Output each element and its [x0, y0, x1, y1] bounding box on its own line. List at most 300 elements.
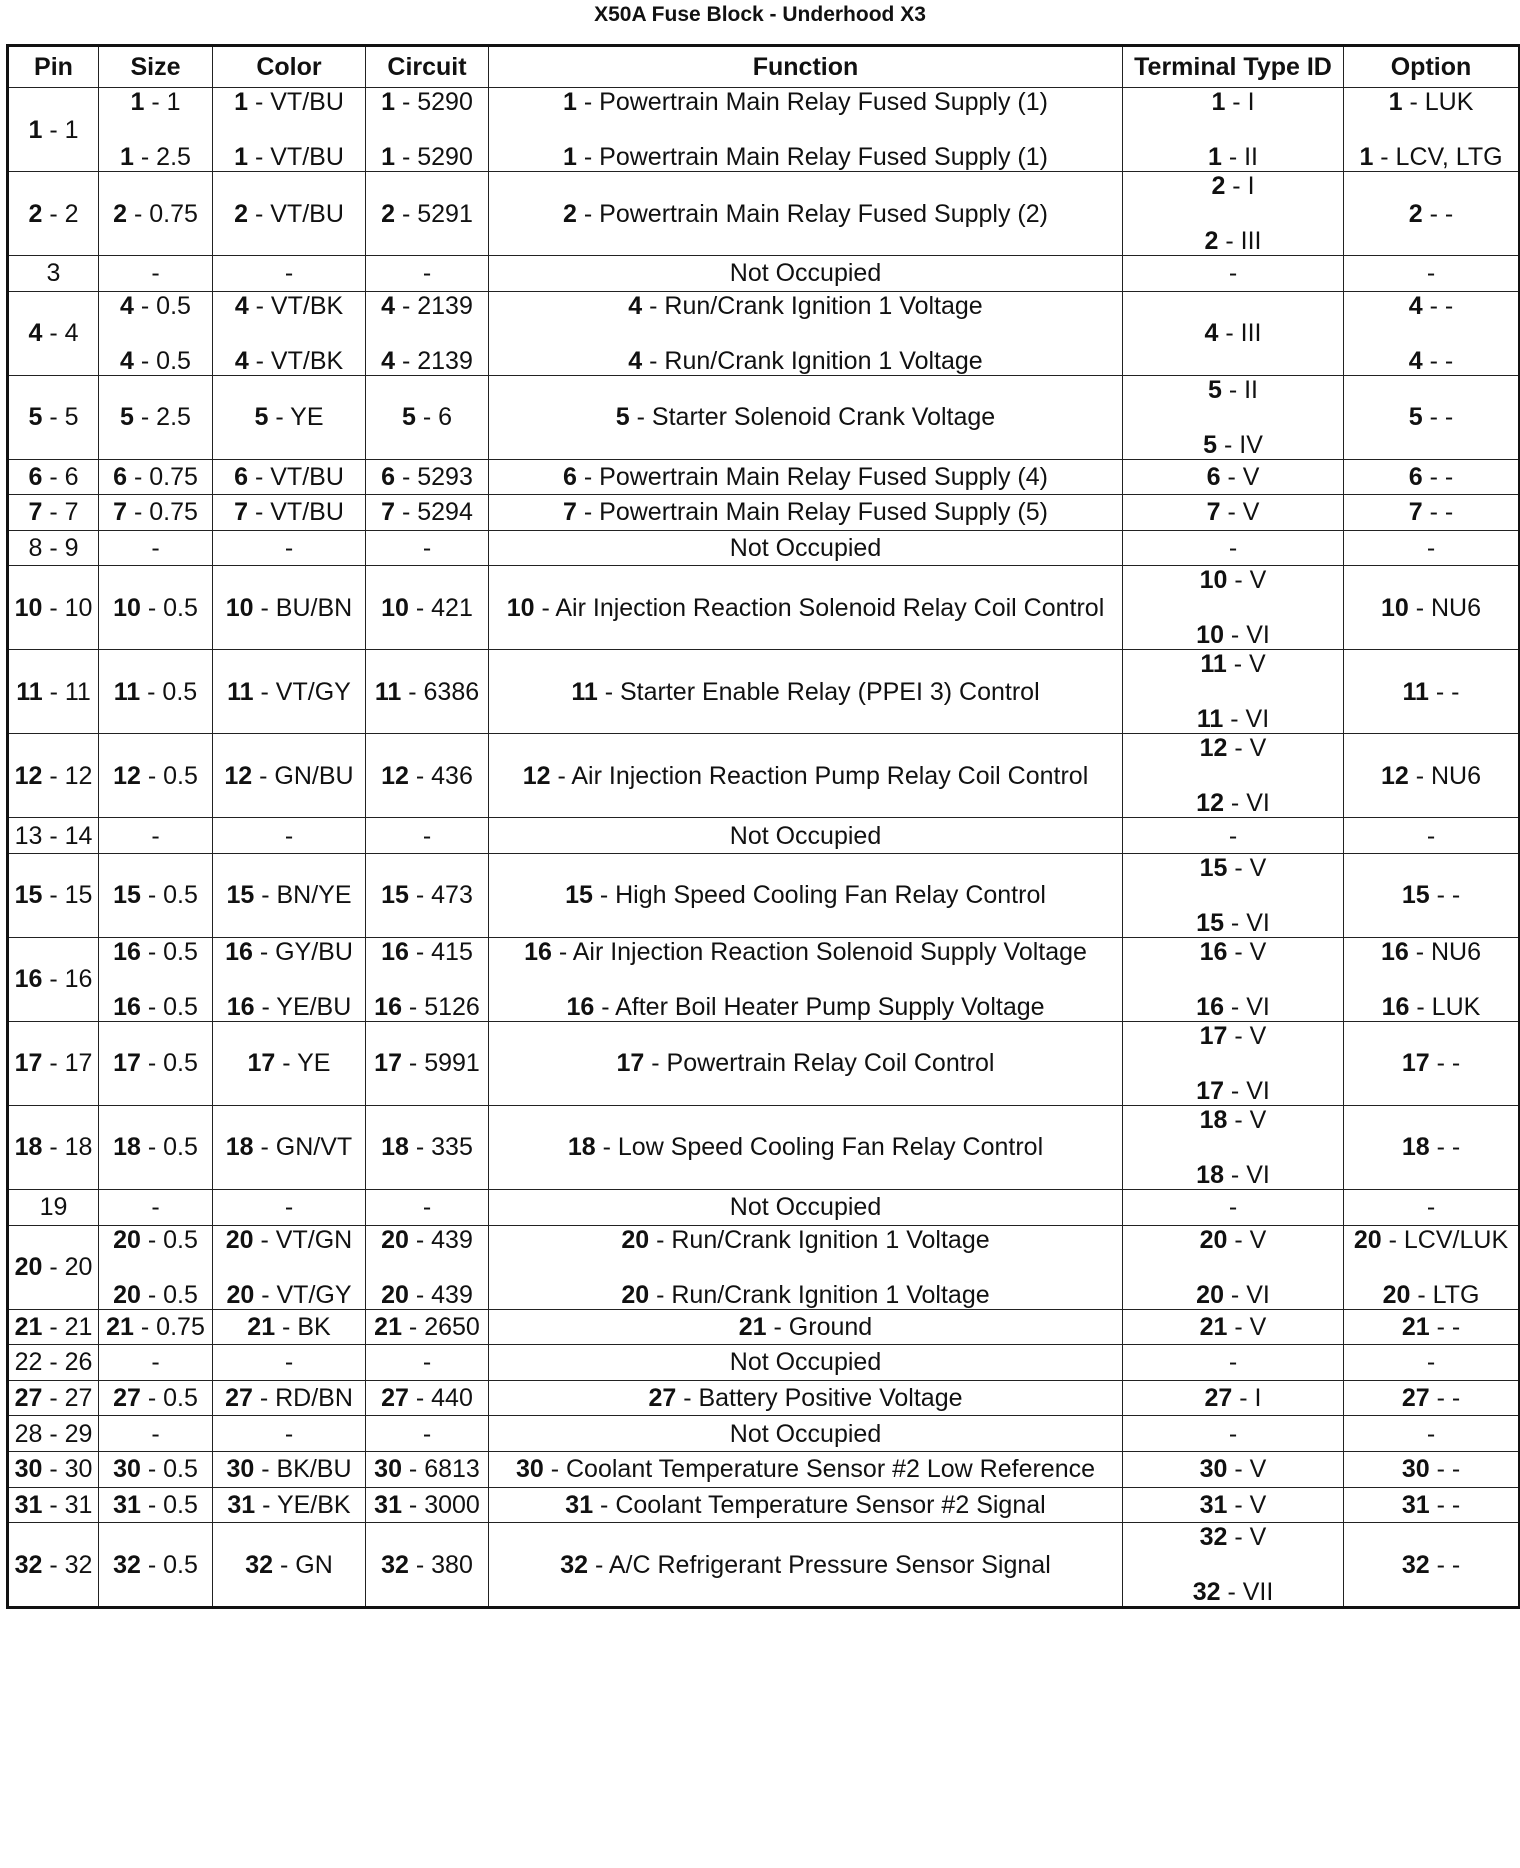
cell-color	[213, 375, 366, 459]
cell-line	[101, 403, 210, 431]
cell-line-index: 4	[234, 291, 249, 320]
cell-line-index: 6	[1206, 462, 1221, 491]
cell-line-index: 20	[621, 1280, 650, 1309]
cell-line-text: - Air Injection Reaction Pump Relay Coil Control	[550, 761, 1089, 790]
cell-line-text: - VT/BU	[248, 143, 344, 171]
cell-line-text: - Air Injection Reaction Solenoid Supply Voltage	[551, 937, 1087, 966]
cell-line-text: 19	[39, 1193, 68, 1222]
cell-circuit	[366, 1380, 489, 1416]
cell-pin	[8, 1225, 99, 1309]
cell-line-text: - 5	[42, 403, 79, 432]
cell-line-text: - 5290	[395, 143, 473, 171]
cell-line-text: - After Boil Heater Pump Supply Voltage	[594, 992, 1045, 1021]
cell-line-text: - VT/GY	[254, 1280, 352, 1309]
cell-line-index: 21	[738, 1312, 767, 1341]
cell-line-index: 12	[522, 761, 551, 790]
cell-line	[11, 594, 96, 622]
cell-line-text: - 11	[42, 677, 91, 706]
cell-line-index: 12	[1199, 734, 1228, 763]
cell-line-text: - GN/VT	[253, 1133, 353, 1162]
cell-line-text: -	[1426, 1348, 1436, 1377]
cell-line-text: - Battery Positive Voltage	[676, 1384, 963, 1413]
cell-line-text: - VT/BU	[248, 462, 344, 491]
cell-color	[213, 818, 366, 854]
cell-line	[11, 116, 96, 144]
cell-line-text: - 1	[144, 88, 181, 116]
cell-size	[99, 495, 213, 531]
cell-line-index: 15	[1401, 881, 1430, 910]
cell-line-index: 20	[381, 1280, 409, 1309]
cell-line-index: 11	[571, 677, 598, 706]
cell-line	[1125, 854, 1341, 882]
cell-line-text: - 0.5	[140, 1550, 198, 1579]
cell-size	[99, 1021, 213, 1105]
cell-option	[1344, 818, 1520, 854]
cell-line-index: 16	[113, 992, 141, 1021]
cell-line	[368, 1049, 486, 1077]
cell-line-text: - V	[1227, 1490, 1267, 1519]
cell-terminal	[1123, 1105, 1344, 1189]
cell-line-index: 31	[113, 1490, 141, 1519]
cell-line	[368, 143, 486, 171]
cell-pin	[8, 172, 99, 256]
cell-line	[1125, 1161, 1341, 1189]
table-row	[8, 1487, 1520, 1523]
cell-line-text: -	[151, 534, 160, 563]
cell-line-text: - -	[1422, 346, 1454, 375]
cell-line-text: - Run/Crank Ignition 1 Voltage	[649, 1225, 990, 1254]
cell-line-text: -	[422, 1348, 432, 1377]
cell-pin	[8, 1189, 99, 1225]
cell-pin	[8, 1380, 99, 1416]
cell-line	[11, 1049, 96, 1077]
cell-size	[99, 1380, 213, 1416]
cell-circuit	[366, 1451, 489, 1487]
cell-size	[99, 937, 213, 1021]
cell-line-text: Not Occupied	[729, 1348, 882, 1377]
cell-line-index: 21	[14, 1312, 43, 1341]
cell-line	[11, 498, 96, 526]
cell-color	[213, 256, 366, 292]
cell-line	[215, 938, 363, 966]
cell-circuit	[366, 1309, 489, 1345]
table-row	[8, 1523, 1520, 1608]
cell-option	[1344, 530, 1520, 566]
cell-line-index: 15	[226, 881, 255, 910]
cell-line-text: - GN/BU	[252, 761, 354, 790]
cell-line-index: 1	[1388, 88, 1403, 116]
cell-line-index: 6	[563, 462, 577, 491]
cell-line-text: - -	[1429, 881, 1461, 910]
cell-line-text: - 436	[408, 761, 473, 790]
cell-line-text: -	[1228, 1193, 1238, 1222]
cell-line-text: - 5293	[395, 462, 473, 491]
cell-color	[213, 734, 366, 818]
cell-line-text: - V	[1227, 566, 1267, 595]
cell-pin	[8, 566, 99, 650]
cell-line	[11, 1313, 96, 1341]
cell-line-text: - BK	[275, 1312, 331, 1341]
cell-line	[491, 881, 1120, 909]
cell-line	[1125, 705, 1341, 733]
table-row	[8, 1105, 1520, 1189]
table-row	[8, 1021, 1520, 1105]
cell-line	[1125, 1077, 1341, 1105]
cell-line	[101, 1551, 210, 1579]
cell-line-text: -	[1228, 821, 1238, 850]
cell-line-text: -	[284, 821, 294, 850]
cell-line-index: 12	[113, 761, 141, 790]
cell-color	[213, 1487, 366, 1523]
cell-pin	[8, 937, 99, 1021]
cell-line	[491, 1455, 1120, 1483]
cell-function	[489, 172, 1123, 256]
cell-line-index: 12	[1380, 761, 1409, 790]
cell-line-index: 2	[1204, 227, 1219, 255]
cell-line-index: 4	[1204, 319, 1219, 348]
cell-color	[213, 291, 366, 375]
cell-line-text: - Coolant Temperature Sensor #2 Signal	[593, 1490, 1046, 1519]
cell-line-text: - 5290	[395, 88, 473, 116]
cell-line-index: 30	[1199, 1455, 1228, 1484]
cell-line	[1125, 319, 1341, 347]
cell-line-text: Not Occupied	[729, 821, 882, 850]
cell-line-index: 27	[1204, 1384, 1233, 1413]
cell-line-text: - RD/BN	[252, 1384, 353, 1413]
cell-line-text: - VI	[1223, 908, 1270, 937]
cell-function	[489, 1105, 1123, 1189]
cell-line	[215, 200, 363, 228]
cell-line-text: - -	[1429, 1049, 1461, 1078]
cell-line-text: - 0.5	[133, 291, 191, 320]
table-row	[8, 937, 1520, 1021]
pinout-table	[6, 44, 1520, 1609]
cell-line-text: - 5991	[401, 1049, 480, 1078]
cell-line-index: 31	[374, 1490, 402, 1519]
table-row	[8, 459, 1520, 495]
cell-line-text: - Powertrain Main Relay Fused Supply (4)	[576, 462, 1048, 491]
cell-line-index: 2	[381, 199, 396, 228]
cell-line-text: - VT/BK	[248, 291, 344, 320]
cell-line-text: - III	[1218, 319, 1262, 348]
cell-line-index: 15	[1199, 853, 1228, 882]
cell-line-text: - VT/BU	[248, 199, 344, 228]
cell-line	[368, 678, 486, 706]
cell-line-text: - 380	[408, 1550, 473, 1579]
cell-line-text: - V	[1220, 498, 1260, 527]
table-row	[8, 818, 1520, 854]
cell-line-text: - LUK	[1402, 88, 1474, 116]
cell-option	[1344, 459, 1520, 495]
cell-line-text: - 2.5	[133, 403, 191, 432]
cell-line	[1125, 909, 1341, 937]
cell-size	[99, 1105, 213, 1189]
cell-line-text: - -	[1422, 498, 1454, 527]
cell-size	[99, 566, 213, 650]
cell-terminal	[1123, 1416, 1344, 1452]
cell-line	[1346, 143, 1516, 171]
cell-line	[101, 1193, 210, 1221]
cell-circuit	[366, 734, 489, 818]
cell-line-text: - V	[1227, 1523, 1267, 1552]
cell-line-index: 10	[381, 593, 409, 622]
cell-line-index: 1	[130, 88, 145, 116]
cell-line	[215, 1133, 363, 1161]
cell-line-index: 11	[16, 677, 43, 706]
cell-line-index: 15	[14, 881, 43, 910]
cell-line-index: 1	[234, 143, 249, 171]
cell-line-text: - V	[1227, 1105, 1267, 1134]
cell-circuit	[366, 291, 489, 375]
cell-line-index: 27	[1401, 1384, 1430, 1413]
cell-pin	[8, 1309, 99, 1345]
cell-line-text: - 0.5	[140, 1133, 198, 1162]
cell-function	[489, 1451, 1123, 1487]
cell-color	[213, 88, 366, 172]
cell-function	[489, 818, 1123, 854]
cell-color	[213, 459, 366, 495]
cell-function	[489, 375, 1123, 459]
cell-line	[368, 463, 486, 491]
cell-line-text: - V	[1220, 462, 1260, 491]
cell-line	[215, 88, 363, 116]
cell-line-text: - 421	[408, 593, 473, 622]
cell-line	[11, 762, 96, 790]
cell-line	[1125, 734, 1341, 762]
cell-line-index: 4	[628, 346, 643, 375]
cell-line-text: - VT/BU	[248, 498, 344, 527]
cell-line-index: 21	[1401, 1312, 1430, 1341]
cell-line	[11, 965, 96, 993]
cell-function	[489, 937, 1123, 1021]
header-color: Color	[213, 46, 366, 88]
cell-line-index: 2	[234, 199, 249, 228]
cell-function	[489, 734, 1123, 818]
cell-line-index: 1	[563, 143, 577, 171]
cell-line-index: 16	[226, 992, 255, 1021]
cell-line	[1125, 789, 1341, 817]
cell-line-text: - 18	[42, 1133, 93, 1162]
cell-line-index: 27	[648, 1384, 677, 1413]
cell-line	[101, 938, 210, 966]
cell-line	[491, 259, 1120, 287]
cell-function	[489, 1345, 1123, 1381]
cell-line	[101, 1348, 210, 1376]
cell-color	[213, 1021, 366, 1105]
cell-line-text: - 27	[42, 1384, 93, 1413]
cell-size	[99, 375, 213, 459]
cell-color	[213, 566, 366, 650]
cell-line-index: 27	[14, 1384, 43, 1413]
cell-line	[215, 1455, 363, 1483]
cell-line-index: 31	[14, 1490, 43, 1519]
cell-line	[1125, 1193, 1341, 1221]
cell-line	[11, 319, 96, 347]
cell-line	[215, 1193, 363, 1221]
cell-line-text: -	[151, 259, 160, 288]
cell-line-index: 5	[254, 403, 269, 432]
cell-color	[213, 172, 366, 256]
cell-line	[101, 1226, 210, 1254]
cell-line-index: 30	[113, 1455, 141, 1484]
cell-line-text: - -	[1422, 291, 1454, 320]
cell-pin	[8, 734, 99, 818]
cell-line-index: 1	[381, 88, 396, 116]
cell-line	[368, 1455, 486, 1483]
cell-line	[1125, 1348, 1341, 1376]
cell-line-text: - 17	[42, 1049, 93, 1078]
cell-option	[1344, 1345, 1520, 1381]
cell-line-text: -	[1228, 259, 1238, 288]
cell-line-index: 12	[381, 761, 409, 790]
cell-option	[1344, 1487, 1520, 1523]
cell-line	[1346, 594, 1516, 622]
cell-line	[215, 403, 363, 431]
cell-size	[99, 1523, 213, 1608]
cell-line	[11, 1193, 96, 1221]
cell-line-text: - 2139	[395, 291, 473, 320]
cell-line-text: - VI	[1223, 789, 1270, 818]
cell-line	[1125, 498, 1341, 526]
cell-function	[489, 495, 1123, 531]
cell-line	[215, 1551, 363, 1579]
cell-line-index: 31	[1199, 1490, 1228, 1519]
header-circuit: Circuit	[366, 46, 489, 88]
table-title: X50A Fuse Block - Underhood X3	[594, 3, 926, 26]
cell-line	[215, 762, 363, 790]
cell-line-text: -	[1228, 1419, 1238, 1448]
cell-line	[1346, 534, 1516, 562]
cell-line-text: - 2650	[401, 1312, 480, 1341]
cell-line-text: 22 - 26	[14, 1348, 93, 1377]
cell-line	[1346, 1133, 1516, 1161]
cell-line-index: 6	[28, 462, 43, 491]
cell-line	[215, 881, 363, 909]
cell-line	[11, 822, 96, 850]
cell-line	[491, 1193, 1120, 1221]
cell-size	[99, 1225, 213, 1309]
cell-line	[1346, 463, 1516, 491]
cell-line	[11, 1551, 96, 1579]
cell-line-index: 21	[1199, 1312, 1228, 1341]
cell-pin	[8, 818, 99, 854]
cell-line	[491, 1384, 1120, 1412]
cell-line-index: 30	[515, 1455, 544, 1484]
cell-line	[101, 1281, 210, 1309]
cell-line	[215, 292, 363, 320]
cell-line-text: -	[1228, 1348, 1238, 1377]
cell-line-index: 17	[14, 1049, 43, 1078]
cell-line	[368, 822, 486, 850]
cell-line	[491, 1420, 1120, 1448]
cell-line	[1125, 227, 1341, 255]
cell-circuit	[366, 1487, 489, 1523]
cell-line	[101, 292, 210, 320]
table-row	[8, 495, 1520, 531]
cell-size	[99, 172, 213, 256]
cell-line-text: -	[284, 1193, 294, 1222]
cell-line-index: 2	[113, 199, 128, 228]
cell-circuit	[366, 1225, 489, 1309]
cell-line	[491, 678, 1120, 706]
cell-color	[213, 650, 366, 734]
cell-line-text: - 0.5	[140, 1280, 198, 1309]
cell-circuit	[366, 1105, 489, 1189]
cell-line-index: 16	[1380, 937, 1409, 966]
cell-line-index: 27	[381, 1384, 409, 1413]
cell-circuit	[366, 375, 489, 459]
cell-line-text: - 0.5	[140, 1455, 198, 1484]
cell-line	[368, 1313, 486, 1341]
cell-line-index: 20	[113, 1280, 141, 1309]
cell-function	[489, 1380, 1123, 1416]
cell-line-text: Not Occupied	[729, 1419, 882, 1448]
cell-line-text: - Low Speed Cooling Fan Relay Control	[595, 1133, 1044, 1162]
cell-line-text: - 0.5	[140, 677, 198, 706]
cell-line-index: 4	[28, 319, 43, 348]
cell-size	[99, 459, 213, 495]
cell-line-index: 12	[224, 761, 253, 790]
cell-line-index: 15	[1196, 908, 1224, 937]
cell-line-text: - GY/BU	[252, 937, 353, 966]
cell-pin	[8, 1523, 99, 1608]
cell-line-text: - -	[1429, 1312, 1461, 1341]
cell-option	[1344, 172, 1520, 256]
cell-size	[99, 88, 213, 172]
cell-line-index: 30	[1401, 1455, 1430, 1484]
cell-line-index: 10	[113, 593, 141, 622]
cell-function	[489, 1309, 1123, 1345]
cell-line-text: - 0.5	[140, 937, 198, 966]
cell-line	[101, 1420, 210, 1448]
cell-line-text: - VI	[1223, 705, 1270, 734]
cell-circuit	[366, 853, 489, 937]
cell-line	[368, 259, 486, 287]
cell-line	[11, 259, 96, 287]
cell-line-text: -	[1426, 1193, 1436, 1222]
cell-line	[368, 1420, 486, 1448]
cell-line-index: 20	[621, 1225, 650, 1254]
cell-line-index: 7	[234, 498, 249, 527]
cell-line-index: 7	[113, 498, 128, 527]
cell-circuit	[366, 650, 489, 734]
cell-line-text: - Powertrain Main Relay Fused Supply (1)	[576, 88, 1048, 116]
cell-function	[489, 1189, 1123, 1225]
cell-line-index: 32	[14, 1550, 43, 1579]
cell-line-index: 16	[14, 965, 43, 994]
cell-line	[215, 1313, 363, 1341]
cell-line-text: - 5291	[395, 199, 473, 228]
cell-option	[1344, 1021, 1520, 1105]
cell-line	[491, 1049, 1120, 1077]
cell-line-index: 7	[381, 498, 396, 527]
cell-line-text: - V	[1227, 734, 1267, 763]
cell-line	[491, 1281, 1120, 1309]
cell-line-index: 7	[1206, 498, 1221, 527]
cell-size	[99, 1309, 213, 1345]
cell-line-index: 11	[1196, 705, 1224, 734]
cell-line-index: 32	[245, 1550, 274, 1579]
cell-line-text: - I	[1225, 88, 1255, 116]
cell-line-text: - -	[1429, 1455, 1461, 1484]
cell-line-text: - YE/BU	[254, 992, 352, 1021]
cell-line	[1125, 534, 1341, 562]
cell-line	[368, 938, 486, 966]
cell-line	[1125, 1491, 1341, 1519]
cell-line-index: 10	[1380, 593, 1409, 622]
cell-line-text: - Powertrain Relay Coil Control	[644, 1049, 995, 1078]
cell-line-index: 1	[120, 143, 134, 171]
